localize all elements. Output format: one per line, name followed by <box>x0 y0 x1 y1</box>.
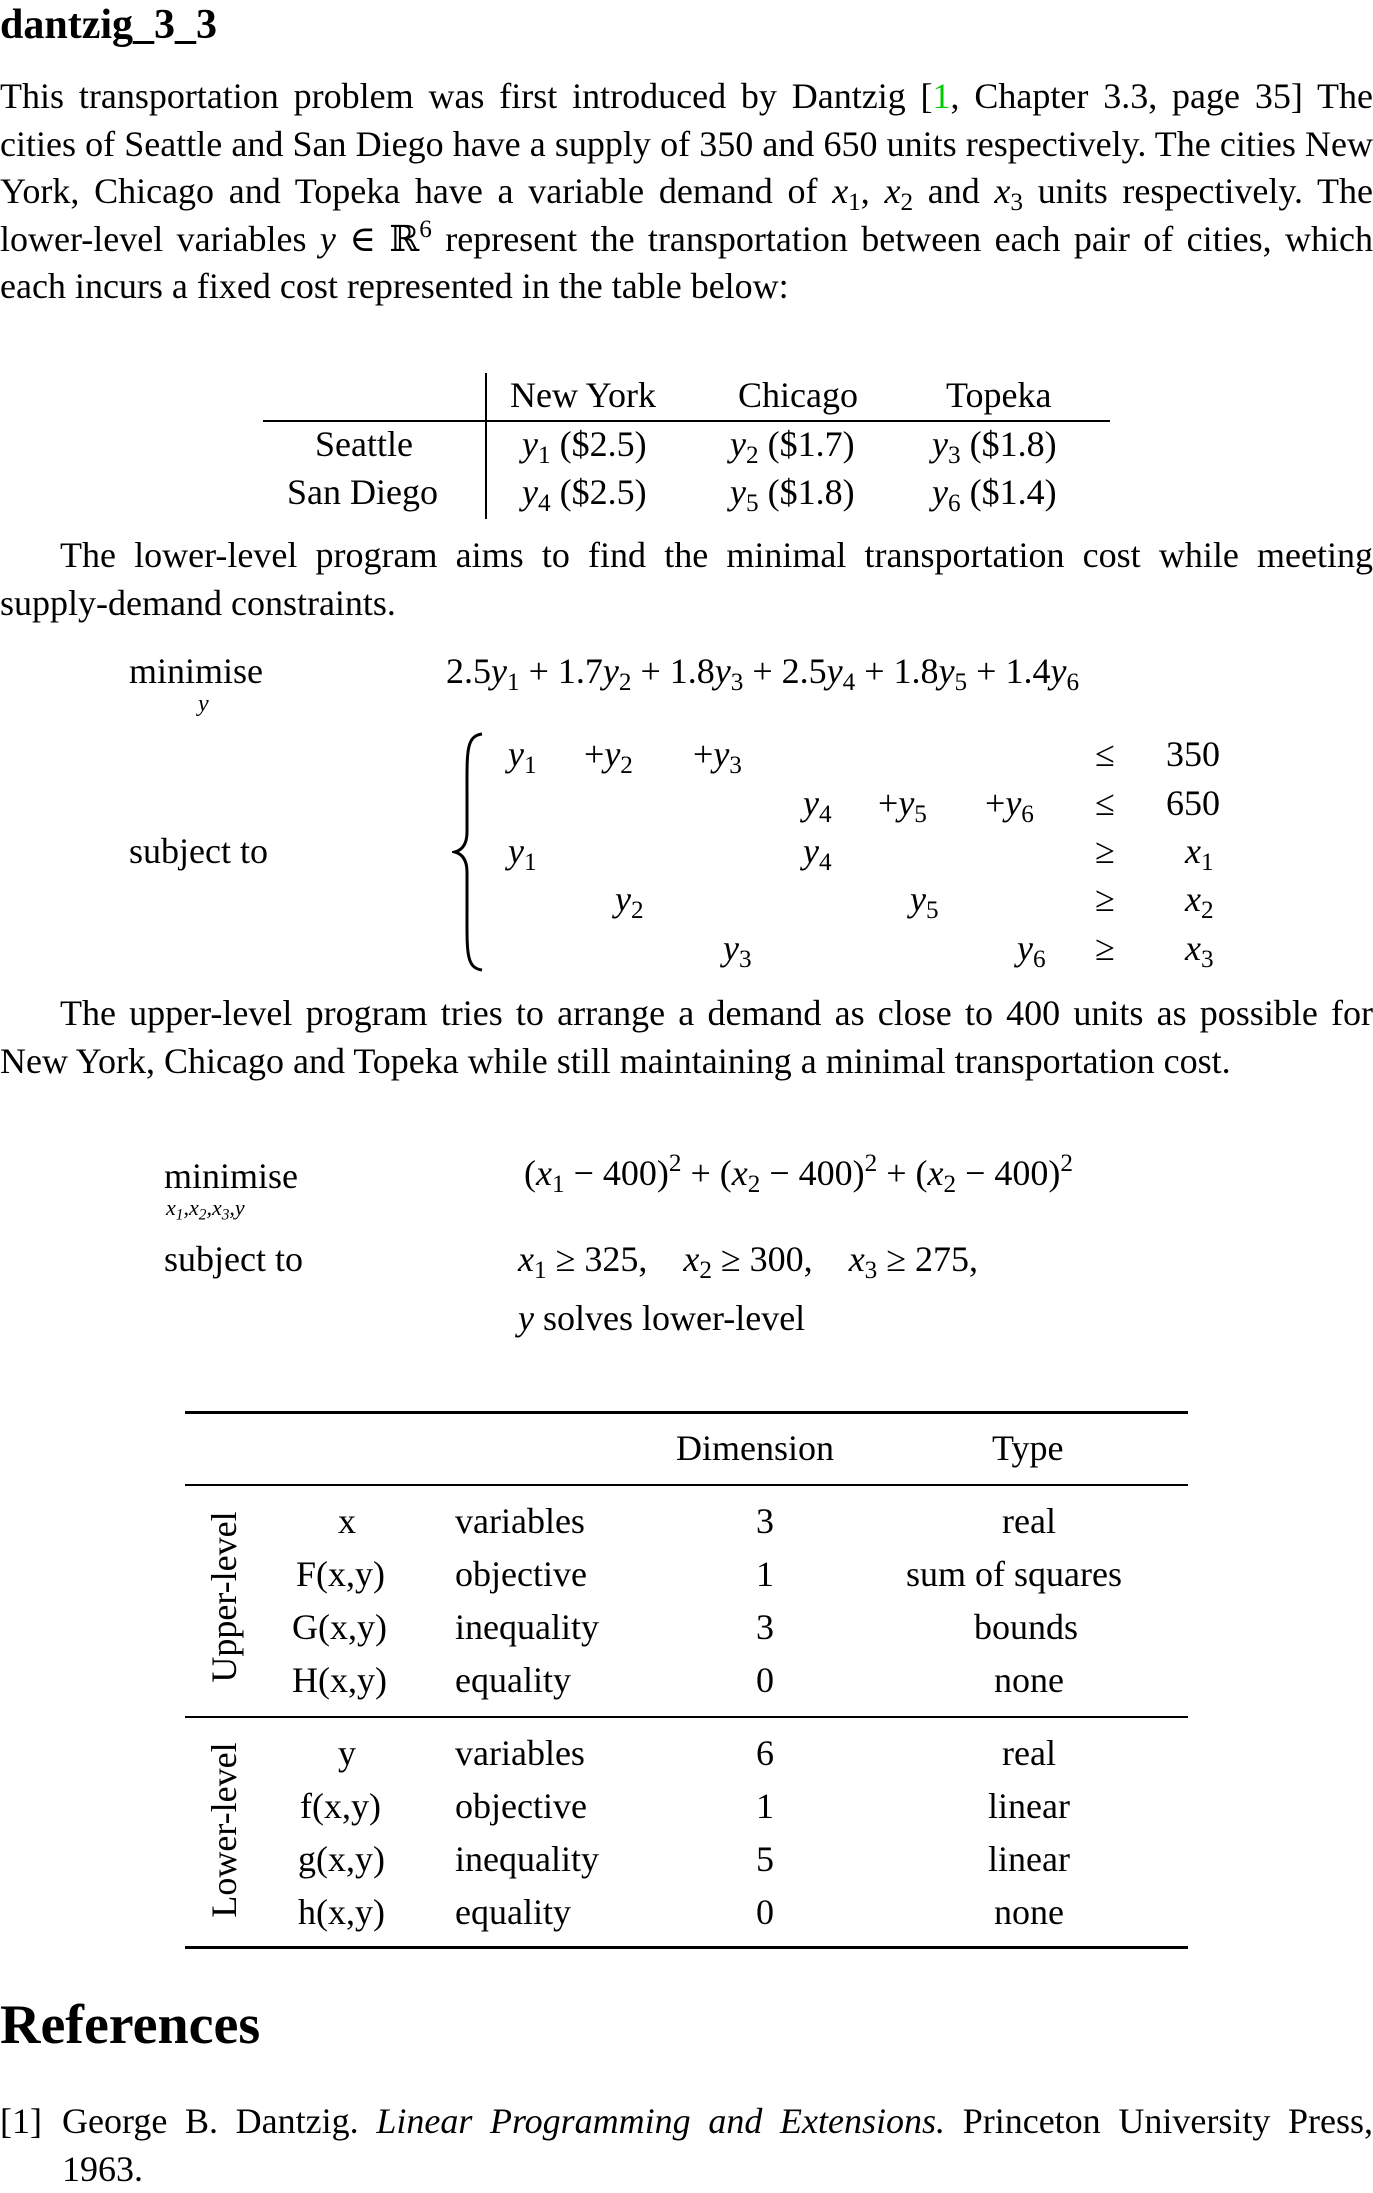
row-symbol: y <box>338 1733 356 1773</box>
summary-section-rule <box>185 1716 1188 1718</box>
constraint-term: $y_5$ <box>910 879 939 925</box>
intro-text-4: represent the transportation between each pair of cities, which each incurs a fixed cost represented in the table below: <box>0 218 1373 306</box>
citation-link[interactable]: 1 <box>932 76 951 116</box>
row-symbol: G(x,y) <box>292 1607 387 1647</box>
constraint-rhs: 650 <box>1166 783 1220 823</box>
intro-text-2: , Chapter 3.3, page 35] The cities of Seattle and San Diego have a supply of 350 and 650 units respectively. The cities New York, Chicago and Topeka have a variable demand of <box>0 76 1373 211</box>
references-heading: References <box>0 1994 261 2056</box>
row-kind: equality <box>455 1660 571 1700</box>
row-city-seattle: Seattle <box>315 424 413 464</box>
row-type: linear <box>988 1786 1070 1826</box>
minimise-label: minimise <box>129 651 263 691</box>
constraint-term: $y_6$ <box>1017 928 1046 974</box>
row-type: bounds <box>974 1607 1079 1647</box>
header-chicago: Chicago <box>738 375 858 415</box>
summary-bottom-rule <box>185 1946 1188 1949</box>
left-brace-icon <box>452 732 486 972</box>
row-type: none <box>994 1660 1064 1700</box>
row-kind: objective <box>455 1786 587 1826</box>
cost-cell: $y_4$ ($2.5) <box>522 472 647 518</box>
row-symbol: g(x,y) <box>298 1839 385 1879</box>
cost-cell: $y_2$ ($1.7) <box>730 424 855 470</box>
lower-level-label: Lower-level <box>204 1742 244 1918</box>
constraint-term: $y_1$ <box>508 734 537 780</box>
intro-paragraph: This transportation problem was first introduced by Dantzig [1, Chapter 3.3, page 35] The cities of Seattle and San Diego have a supply of 350 and 650 units respectively. The cities New York, Chicago and Topeka have a variable demand of $x_1$, $x_2$ and $x_3$ units respectively. The lower-level variables y ∈ ℝ$^6$ represent the transportation between each pair of cities, which each incurs a fixed cost represented in the table below: <box>0 76 1373 306</box>
row-type: real <box>1002 1733 1056 1773</box>
row-dimension: 3 <box>756 1501 774 1541</box>
summary-mid-rule <box>185 1484 1188 1486</box>
constraint-term: $+y_6$ <box>985 783 1034 829</box>
constraint-relation: ≤ <box>1095 783 1115 823</box>
row-kind: equality <box>455 1892 571 1932</box>
row-symbol: H(x,y) <box>292 1660 387 1700</box>
header-new-york: New York <box>510 375 657 415</box>
reference-publisher: Princeton University Press, 1963. <box>62 2101 1373 2189</box>
intro-text-1: This transportation problem was first introduced by Dantzig [ <box>0 76 933 116</box>
constraint-term: $y_4$ <box>803 783 832 829</box>
row-symbol: x <box>338 1501 356 1541</box>
header-dimension: Dimension <box>676 1428 834 1468</box>
intro-text-3: units respectively. The lower-level variables <box>0 171 1373 259</box>
row-type: none <box>994 1892 1064 1932</box>
row-symbol: F(x,y) <box>296 1554 385 1594</box>
row-type: real <box>1002 1501 1056 1541</box>
cost-cell: $y_5$ ($1.8) <box>730 472 855 518</box>
cost-cell: $y_3$ ($1.8) <box>932 424 1057 470</box>
row-city-san-diego: San Diego <box>287 472 438 512</box>
row-dimension: 1 <box>756 1554 774 1594</box>
page-title: dantzig_3_3 <box>0 2 218 48</box>
constraint-relation: ≥ <box>1095 831 1115 871</box>
constraint-term: $y_1$ <box>508 831 537 877</box>
upper-solves: y solves lower-level <box>518 1298 806 1338</box>
upper-objective: $(x_1 - 400)^2 + (x_2 - 400)^2 + (x_2 - 400)^2$ <box>524 1150 1073 1199</box>
row-dimension: 6 <box>756 1733 774 1773</box>
minimise-subscript: $x_1,x_2,x_3,y$ <box>166 1195 245 1224</box>
row-kind: inequality <box>455 1839 599 1879</box>
constraint-rhs: $x_3$ <box>1185 928 1214 974</box>
constraint-relation: ≥ <box>1095 879 1115 919</box>
upper-level-label: Upper-level <box>204 1511 244 1683</box>
row-kind: inequality <box>455 1607 599 1647</box>
constraint-term: $y_3$ <box>723 928 752 974</box>
constraint-relation: ≤ <box>1095 734 1115 774</box>
row-kind: objective <box>455 1554 587 1594</box>
upper-bounds: $x_1 \ge 325$, $x_2 \ge 300$, $x_3 \ge 275$, <box>518 1239 979 1285</box>
summary-top-rule <box>185 1411 1188 1414</box>
cost-cell: $y_6$ ($1.4) <box>932 472 1057 518</box>
minimise-label: minimise <box>164 1156 298 1196</box>
reference-text <box>62 2098 1373 2193</box>
lower-objective: $2.5y_1 + 1.7y_2 + 1.8y_3 + 2.5y_4 + 1.8y_5 + 1.4y_6$ <box>446 651 1080 697</box>
row-dimension: 5 <box>756 1839 774 1879</box>
row-dimension: 0 <box>756 1892 774 1932</box>
cost-table-vrule <box>485 373 487 519</box>
row-kind: variables <box>455 1501 585 1541</box>
upper-level-description: The upper-level program tries to arrange a demand as close to 400 units as possible for New York, Chicago and Topeka while still maintaining a minimal transportation cost. <box>0 993 1373 1081</box>
constraint-term: $y_2$ <box>615 879 644 925</box>
row-dimension: 0 <box>756 1660 774 1700</box>
reference-book: Linear Programming and Extensions. <box>376 2101 946 2141</box>
reference-label: [1] <box>0 2101 42 2141</box>
minimise-subscript: y <box>198 691 209 717</box>
constraint-term: $y_4$ <box>803 831 832 877</box>
constraint-term: $+y_2$ <box>584 734 633 780</box>
row-kind: variables <box>455 1733 585 1773</box>
constraint-relation: ≥ <box>1095 928 1115 968</box>
row-type: sum of squares <box>906 1554 1122 1594</box>
subject-to-label: subject to <box>164 1239 303 1279</box>
reference-author: George B. Dantzig. <box>62 2101 359 2141</box>
lower-level-description: The lower-level program aims to find the minimal transportation cost while meeting supply-demand constraints. <box>0 535 1373 623</box>
row-symbol: h(x,y) <box>298 1892 385 1932</box>
constraint-term: $+y_3$ <box>693 734 742 780</box>
row-symbol: f(x,y) <box>300 1786 381 1826</box>
cost-cell: $y_1$ ($2.5) <box>522 424 647 470</box>
constraint-rhs: $x_2$ <box>1185 879 1214 925</box>
row-type: linear <box>988 1839 1070 1879</box>
row-dimension: 1 <box>756 1786 774 1826</box>
constraint-rhs: 350 <box>1166 734 1220 774</box>
constraint-term: $+y_5$ <box>878 783 927 829</box>
header-type: Type <box>992 1428 1064 1468</box>
subject-to-label: subject to <box>129 831 268 871</box>
constraint-rhs: $x_1$ <box>1185 831 1214 877</box>
row-dimension: 3 <box>756 1607 774 1647</box>
header-topeka: Topeka <box>946 375 1052 415</box>
